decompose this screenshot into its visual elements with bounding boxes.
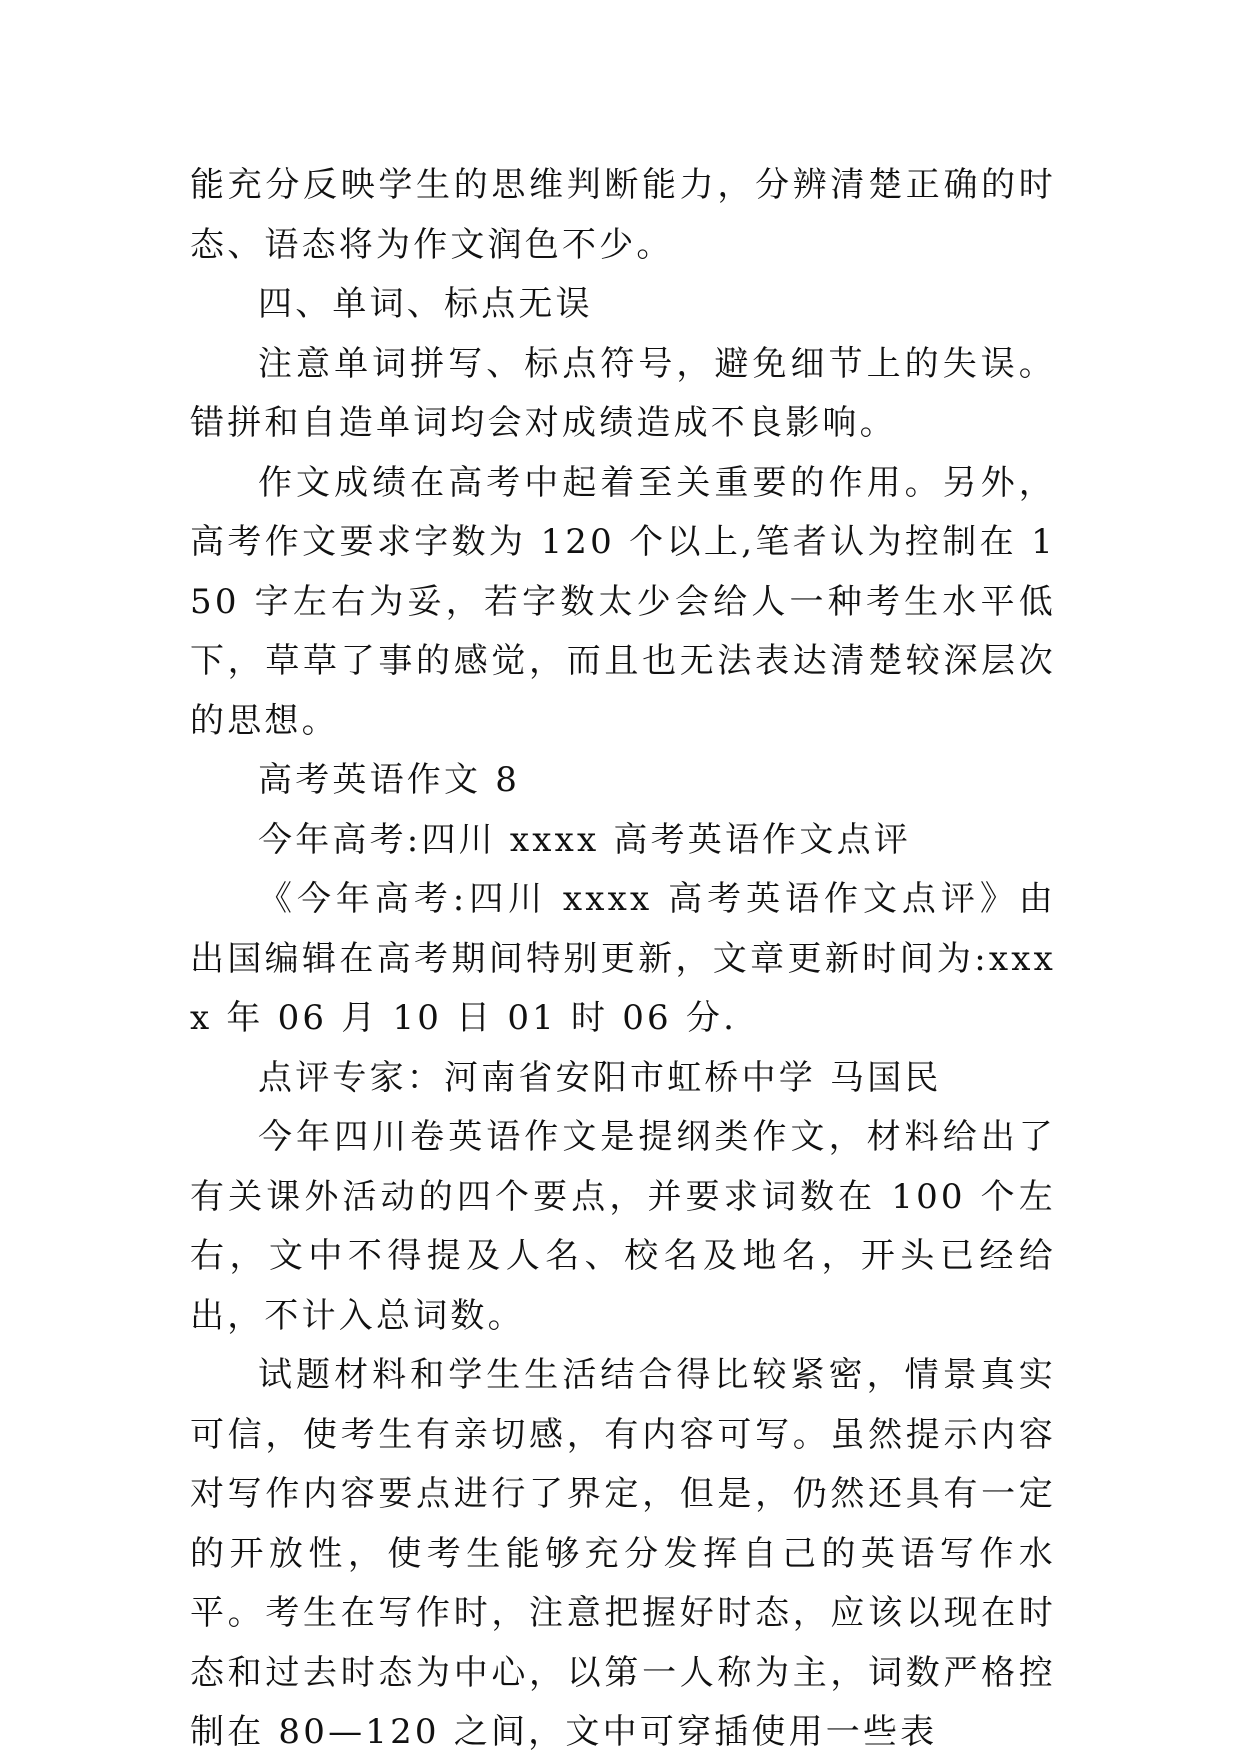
reviewer-line: 点评专家：河南省安阳市虹桥中学 马国民 [258,1057,942,1098]
paragraph-update-info: 《今年高考:四川 xxxx 高考英语作文点评》由出国编辑在高考期间特别更新，文章更新时间为:xxxx 年 06 月 10 日 01 时 06 分. [190,879,1056,1038]
section-heading-word-punctuation: 四、单词、标点无误 [258,284,593,324]
paragraph-spelling: 注意单词拼写、标点符号，避免细节上的失误。错拼和自造单词均会对成绩造成不良影响。 [190,343,1056,443]
paragraph-continuation: 能充分反映学生的思维判断能力，分辨清楚正确的时态、语态将为作文润色不少。 [190,165,1056,265]
paragraph-essay-type: 今年四川卷英语作文是提纲类作文，材料给出了有关课外活动的四个要点，并要求词数在 100 个左右，文中不得提及人名、校名及地名，开头已经给出，不计入总词数。 [190,1117,1056,1336]
essay-title: 高考英语作文 8 [258,760,521,800]
paragraph-word-count: 作文成绩在高考中起着至关重要的作用。另外，高考作文要求字数为 120 个以上,笔者认为控制在 150 字左右为妥，若字数太少会给人一种考生水平低下，草草了事的感觉，而且也无法表达清楚较深层次的思想。 [190,462,1056,741]
body-text [190,156,1056,1763]
paragraph-analysis: 试题材料和学生生活结合得比较紧密，情景真实可信，使考生有亲切感，有内容可写。虽然提示内容对写作内容要点进行了界定，但是，仍然还具有一定的开放性，使考生能够充分发挥自己的英语写作水平。考生在写作时，注意把握好时态，应该以现在时态和过去时态为中心，以第一人称为主，词数严格控制在 80—120 之间，文中可穿插使用一些表 [190,1355,1056,1752]
article-title: 今年高考:四川 xxxx 高考英语作文点评 [258,819,911,860]
